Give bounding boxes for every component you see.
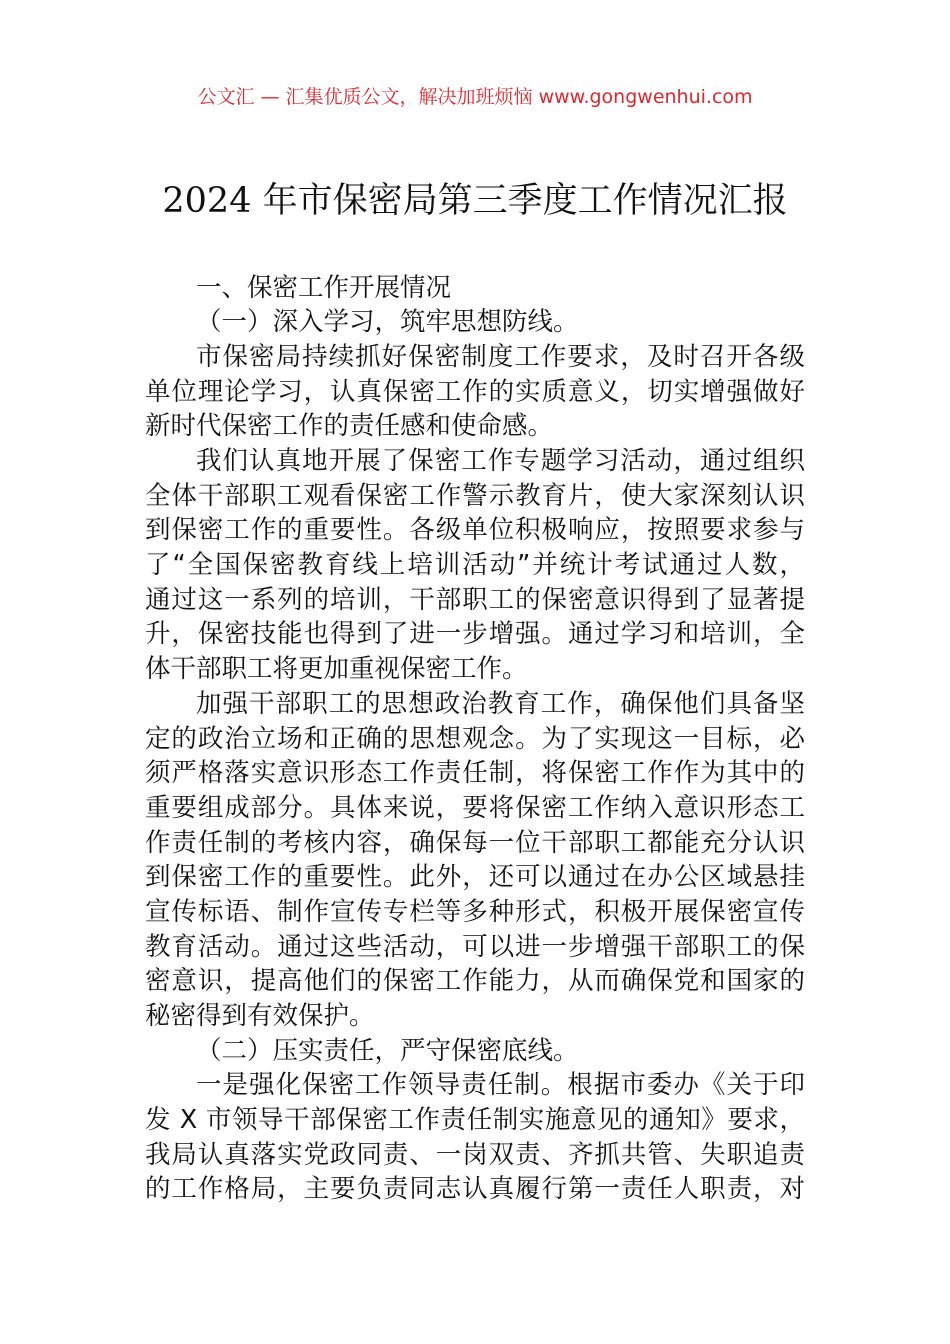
section-heading: 一、保密工作开展情况 xyxy=(196,272,452,303)
paragraph-line: 宣传标语、制作宣传专栏等多种形式，积极开展保密宣传 xyxy=(145,896,805,927)
paragraph-line: 定的政治立场和正确的思想观念。为了实现这一目标，必 xyxy=(145,723,805,754)
paragraph-line: 秘密得到有效保护。 xyxy=(145,1001,375,1032)
paragraph-line: 通过这一系列的培训，干部职工的保密意识得到了显著提 xyxy=(145,584,805,615)
paragraph-line: 我们认真地开展了保密工作专题学习活动，通过组织 xyxy=(196,446,805,477)
paragraph-line: 新时代保密工作的责任感和使命感。 xyxy=(145,411,554,442)
paragraph-line: 密意识，提高他们的保密工作能力，从而确保党和国家的 xyxy=(145,966,805,997)
paragraph-line: 单位理论学习，认真保密工作的实质意义，切实增强做好 xyxy=(145,376,805,407)
paragraph-line: 全体干部职工观看保密工作警示教育片，使大家深刻认识 xyxy=(145,480,805,511)
paragraph-line: 升，保密技能也得到了进一步增强。通过学习和培训，全 xyxy=(145,619,805,650)
paragraph-line: 作责任制的考核内容，确保每一位干部职工都能充分认识 xyxy=(145,827,805,858)
paragraph-line: 我局认真落实党政同责、一岗双责、齐抓共管、失职追责 xyxy=(145,1139,805,1170)
paragraph-line: 到保密工作的重要性。此外，还可以通过在办公区域悬挂 xyxy=(145,862,805,893)
paragraph-line: 重要组成部分。具体来说，要将保密工作纳入意识形态工 xyxy=(145,792,805,823)
paragraph-line: 了“全国保密教育线上培训活动”并统计考试通过人数， xyxy=(145,550,805,581)
paragraph-line: 教育活动。通过这些活动，可以进一步增强干部职工的保 xyxy=(145,931,805,962)
section-heading: （一）深入学习，筑牢思想防线。 xyxy=(196,307,579,338)
paragraph-line: 市保密局持续抓好保密制度工作要求，及时召开各级 xyxy=(196,341,805,372)
section-heading: （二）压实责任，严守保密底线。 xyxy=(196,1035,579,1066)
paragraph-line: 一是强化保密工作领导责任制。根据市委办《关于印 xyxy=(196,1070,805,1101)
document-body xyxy=(145,271,805,1208)
watermark-banner: 公文汇 — 汇集优质公文，解决加班烦恼 www.gongwenhui.com xyxy=(197,86,753,108)
paragraph-line: 到保密工作的重要性。各级单位积极响应，按照要求参与 xyxy=(145,515,805,546)
paragraph-line: 须严格落实意识形态工作责任制，将保密工作作为其中的 xyxy=(145,758,805,789)
paragraph-line: 体干部职工将更加重视保密工作。 xyxy=(145,654,528,685)
paragraph-line: 发 X 市领导干部保密工作责任制实施意见的通知》要求， xyxy=(145,1105,805,1136)
paragraph-line: 加强干部职工的思想政治教育工作，确保他们具备坚 xyxy=(196,688,805,719)
document-title: 2024 年市保密局第三季度工作情况汇报 xyxy=(162,181,788,221)
paragraph-line: 的工作格局，主要负责同志认真履行第一责任人职责，对 xyxy=(145,1174,805,1205)
